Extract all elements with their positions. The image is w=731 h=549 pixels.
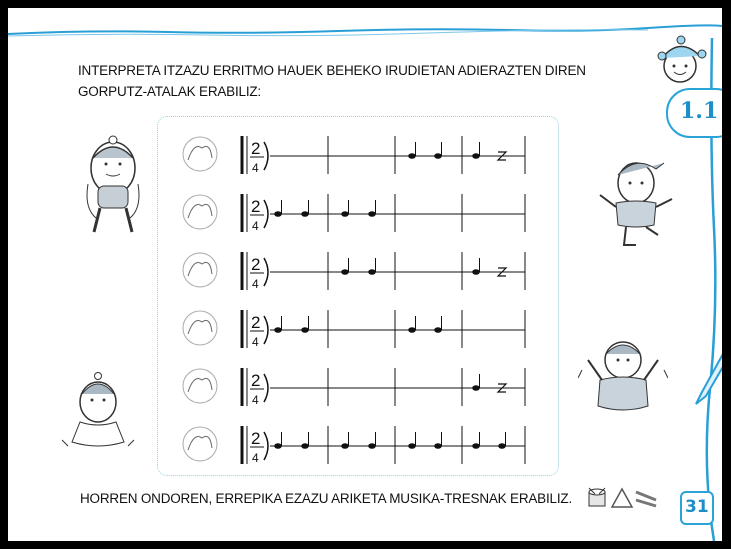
note-head [368,269,376,275]
note-head [301,211,309,217]
note-head [274,211,282,217]
note-head [301,327,309,333]
time-signature-bracket [264,432,268,460]
top-border-line [8,8,722,48]
page-number: 31 [685,497,709,517]
time-signature-bracket [264,200,268,228]
time-signature-bottom: 4 [252,277,259,291]
time-signature-bottom: 4 [252,219,259,233]
note-head [341,211,349,217]
time-signature-top: 2 [251,429,261,448]
note-head [408,327,416,333]
note-head [434,153,442,159]
time-signature-bracket [264,316,268,344]
note-head [341,269,349,275]
note-head [274,327,282,333]
workbook-page [8,8,722,541]
pencil-icon [688,348,722,408]
time-signature-bottom: 4 [252,451,259,465]
time-signature-top: 2 [251,371,261,390]
claves-icon [634,486,658,510]
lesson-number: 1.1 [680,98,719,124]
time-signature-top: 2 [251,255,261,274]
note-head [434,443,442,449]
note-head [368,211,376,217]
clapping-hands-icon [183,137,217,171]
note-head [368,443,376,449]
time-signature-top: 2 [251,139,261,158]
bottom-instruction: HORREN ONDOREN, ERREPIKA EZAZU ARIKETA MUSIKA-TRESNAK ERABILIZ. [80,491,572,506]
note-head [301,443,309,449]
note-head [472,269,480,275]
stamping-feet-icon [183,311,217,345]
dancing-child-figure-icon [58,370,138,450]
time-signature-bracket [264,374,268,402]
note-head [341,443,349,449]
instruction-line-1: INTERPRETA ITZAZU ERRITMO HAUEK BEHEKO IRUDIETAN ADIERAZTEN DIREN [78,63,586,78]
clapping-hands-icon [183,427,217,461]
time-signature-bracket [264,142,268,170]
time-signature-bottom: 4 [252,393,259,407]
clapping-child-figure-icon [78,128,148,238]
tapping-hands-icon [183,253,217,287]
note-head [434,327,442,333]
note-head [472,385,480,391]
instruction-line-2: GORPUTZ-ATALAK ERABILIZ: [78,84,261,99]
tapping-hands-icon [183,195,217,229]
note-head [408,153,416,159]
time-signature-bottom: 4 [252,335,259,349]
snapping-fingers-icon [183,369,217,403]
time-signature-top: 2 [251,197,261,216]
note-head [472,153,480,159]
time-signature-bracket [264,258,268,286]
note-head [408,443,416,449]
triangle-icon [610,486,634,510]
page-number-badge [680,491,714,525]
jumping-child-figure-icon [578,330,668,430]
time-signature-bottom: 4 [252,161,259,175]
drum-icon [586,486,608,510]
jester-mascot-icon [650,34,720,94]
note-head [472,443,480,449]
lesson-badge [666,88,722,138]
note-head [274,443,282,449]
note-head [498,443,506,449]
time-signature-top: 2 [251,313,261,332]
rhythm-score [180,126,540,466]
stomping-child-figure-icon [596,153,676,253]
